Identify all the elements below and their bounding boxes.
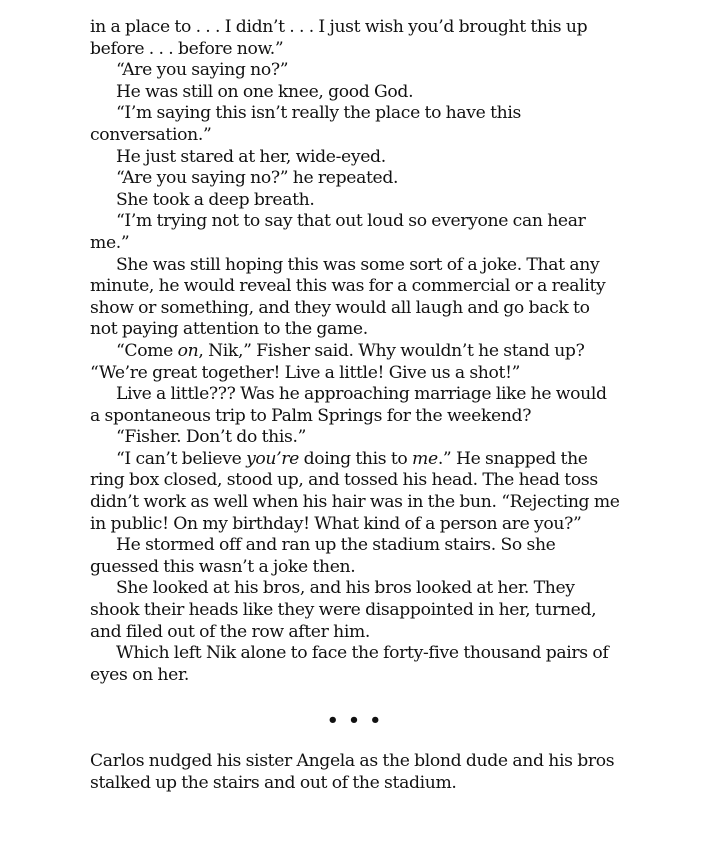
text-run: He was still on one knee, good God. bbox=[116, 81, 414, 102]
paragraph bbox=[90, 17, 620, 60]
italic-text: you’re bbox=[246, 448, 299, 469]
text-run: She took a deep breath. bbox=[116, 189, 315, 210]
paragraph bbox=[90, 211, 620, 254]
paragraph bbox=[90, 255, 620, 341]
paragraph bbox=[90, 341, 620, 384]
paragraph bbox=[90, 427, 620, 449]
paragraph bbox=[90, 103, 620, 146]
text-run: She was still hoping this was some sort of a joke. That any minute, he would reveal this was for a commercial or a reality show or something, and they would all laugh and go back to not paying attention to the game. bbox=[90, 254, 606, 340]
text-run: .” He snapped the ring box closed, stood up, and tossed his head. The head toss didn’t work as well when his hair was in the bun. “Rejecting me in public! On my birthday! What kind of a person are you?” bbox=[90, 448, 620, 534]
text-run: “I can’t believe bbox=[116, 448, 247, 469]
paragraph bbox=[90, 643, 620, 686]
text-run: “Are you saying no?” he repeated. bbox=[116, 168, 399, 189]
scene-break: • • • bbox=[326, 710, 384, 732]
text-run: She looked at his bros, and his bros looked at her. They shook their heads like they were disappointed in her, turned, and filed out of the row after him. bbox=[90, 578, 597, 642]
text-run: “I’m trying not to say that out loud so everyone can hear me.” bbox=[90, 211, 586, 253]
italic-text: me bbox=[412, 448, 438, 469]
text-section-before-break bbox=[90, 17, 620, 686]
text-run: “I’m saying this isn’t really the place to have this conversation.” bbox=[90, 103, 521, 145]
paragraph bbox=[90, 168, 620, 190]
text-run: He stormed off and ran up the stadium stairs. So she guessed this wasn’t a joke then. bbox=[90, 535, 556, 577]
paragraph bbox=[90, 578, 620, 643]
text-run: Carlos nudged his sister Angela as the blond dude and his bros stalked up the stairs and out of the stadium. bbox=[90, 751, 615, 793]
paragraph bbox=[90, 190, 620, 212]
text-run: , Nik,” Fisher said. Why wouldn’t he stand up? “We’re great together! Live a little! Give us a shot!” bbox=[90, 340, 585, 383]
paragraph bbox=[90, 449, 620, 535]
paragraph bbox=[90, 535, 620, 578]
text-run: Live a little??? Was he approaching marriage like he would a spontaneous trip to Palm Springs for the weekend? bbox=[90, 384, 607, 426]
text-run: “Come bbox=[116, 340, 178, 361]
document-page bbox=[90, 17, 620, 795]
text-section-after-break bbox=[90, 751, 620, 794]
paragraph bbox=[90, 60, 620, 82]
text-run: He just stared at her, wide-eyed. bbox=[116, 146, 386, 167]
text-run: in a place to . . . I didn’t . . . I just wish you’d brought this up before . . . before now.” bbox=[90, 17, 588, 59]
text-run: doing this to bbox=[298, 448, 413, 469]
italic-text: on bbox=[177, 340, 199, 361]
text-run: “Fisher. Don’t do this.” bbox=[116, 427, 307, 448]
paragraph bbox=[90, 384, 620, 427]
text-run: “Are you saying no?” bbox=[116, 60, 289, 81]
paragraph bbox=[90, 147, 620, 169]
text-run: Which left Nik alone to face the forty-five thousand pairs of eyes on her. bbox=[90, 643, 609, 685]
paragraph bbox=[90, 751, 620, 794]
paragraph bbox=[90, 82, 620, 104]
